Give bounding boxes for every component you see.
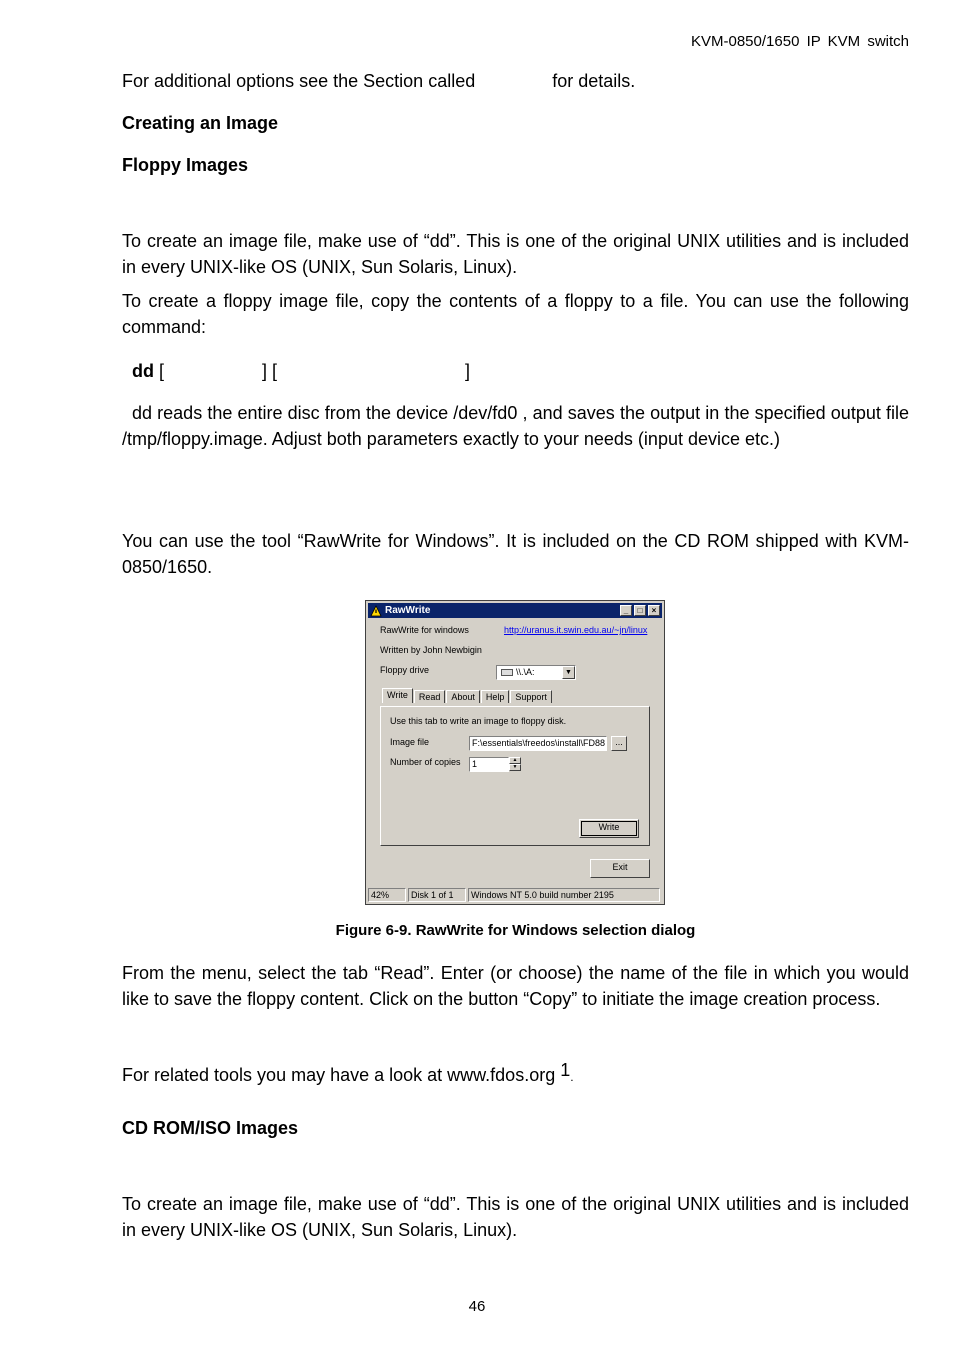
paragraph-rawwrite: You can use the tool “RawWrite for Windows”. It is included on the CD ROM shipped with KVM-0850/1650.	[122, 531, 909, 577]
status-bar	[368, 888, 662, 902]
intro-before: For additional options see the Section called	[122, 71, 476, 91]
floppy-drive-label: Floppy drive	[380, 665, 430, 675]
close-icon[interactable]: ×	[648, 605, 660, 616]
status-os: Windows NT 5.0 build number 2195	[468, 888, 660, 902]
homepage-link[interactable]: http://uranus.it.swin.edu.au/~jn/linux	[504, 625, 648, 635]
paragraph-related	[122, 1062, 909, 1090]
tab-support[interactable]: Support	[510, 690, 552, 703]
floppy-drive-icon	[501, 669, 513, 676]
heading-floppy-images: Floppy Images	[122, 155, 249, 175]
dialog-title: RawWrite	[385, 605, 431, 616]
warning-icon	[370, 605, 382, 617]
maximize-icon[interactable]: □	[634, 605, 646, 616]
command-bracket-mid: ] [	[262, 361, 278, 381]
heading-cdrom-images: CD ROM/ISO Images	[122, 1118, 299, 1138]
status-disk: Disk 1 of 1	[408, 888, 466, 902]
footnote-marker[interactable]: 1	[560, 1060, 571, 1080]
running-header: KVM-0850/1650 IP KVM switch	[691, 33, 909, 50]
spin-down-icon[interactable]: ▼	[509, 764, 521, 771]
intro-line	[122, 68, 909, 94]
image-file-input[interactable]: F:\essentials\freedos\install\FD88	[469, 736, 607, 751]
write-button[interactable]: Write	[579, 819, 639, 838]
dialog-titlebar	[368, 603, 662, 618]
spin-up-icon[interactable]: ▲	[509, 757, 521, 764]
heading-creating-image: Creating an Image	[122, 113, 279, 133]
paragraph-dd-explain: dd reads the entire disc from the device /dev/fd0 , and saves the output in the specified output file /tmp/floppy.image. Adjust both parameters exactly to your needs (input device etc.)	[122, 403, 909, 449]
status-progress: 42%	[368, 888, 406, 902]
tab-read[interactable]: Read	[414, 690, 446, 703]
copies-input[interactable]: 1	[469, 757, 509, 772]
tab-about[interactable]: About	[446, 690, 480, 703]
paragraph-dd-intro-cd: To create an image file, make use of “dd”. This is one of the original UNIX utilities and is included in every UNIX-like OS (UNIX, Sun Solaris, Linux).	[122, 1194, 909, 1240]
command-name: dd	[132, 361, 154, 381]
image-file-label: Image file	[390, 737, 430, 747]
paragraph-dd-intro: To create an image file, make use of “dd”. This is one of the original UNIX utilities and is included in every UNIX-like OS (UNIX, Sun Solaris, Linux).	[122, 231, 909, 277]
minimize-icon[interactable]: _	[620, 605, 632, 616]
command-bracket-open: [	[159, 361, 165, 381]
floppy-drive-select[interactable]	[496, 665, 576, 680]
browse-button[interactable]: ...	[611, 736, 627, 751]
page-number: 46	[468, 1298, 486, 1315]
rawwrite-dialog	[365, 600, 665, 905]
related-end: .	[570, 1070, 574, 1084]
chevron-down-icon[interactable]: ▼	[562, 666, 575, 679]
intro-after: for details.	[552, 71, 636, 91]
paragraph-menu-read: From the menu, select the tab “Read”. Enter (or choose) the name of the file in which you would like to save the floppy content. Click on the button “Copy” to initiate the image creation process.	[122, 963, 909, 1009]
exit-button[interactable]: Exit	[590, 859, 650, 878]
write-tab-panel	[380, 706, 650, 846]
tab-help[interactable]: Help	[481, 690, 510, 703]
dd-command	[132, 358, 919, 384]
copies-stepper[interactable]	[509, 757, 521, 772]
tab-write[interactable]: Write	[382, 688, 413, 703]
copies-label: Number of copies	[390, 757, 461, 767]
paragraph-floppy-copy: To create a floppy image file, copy the contents of a floppy to a file. You can use the following command:	[122, 291, 909, 337]
app-name-label: RawWrite for windows	[380, 625, 469, 635]
author-label: Written by John Newbigin	[380, 645, 482, 655]
floppy-drive-value: \\.\A:	[516, 667, 535, 677]
command-bracket-close: ]	[465, 361, 471, 381]
related-text: For related tools you may have a look at www.fdos.org	[122, 1065, 556, 1085]
write-instruction: Use this tab to write an image to floppy disk.	[390, 716, 567, 726]
tab-bar	[382, 690, 553, 703]
figure-caption: Figure 6-9. RawWrite for Windows selection dialog	[335, 922, 696, 939]
